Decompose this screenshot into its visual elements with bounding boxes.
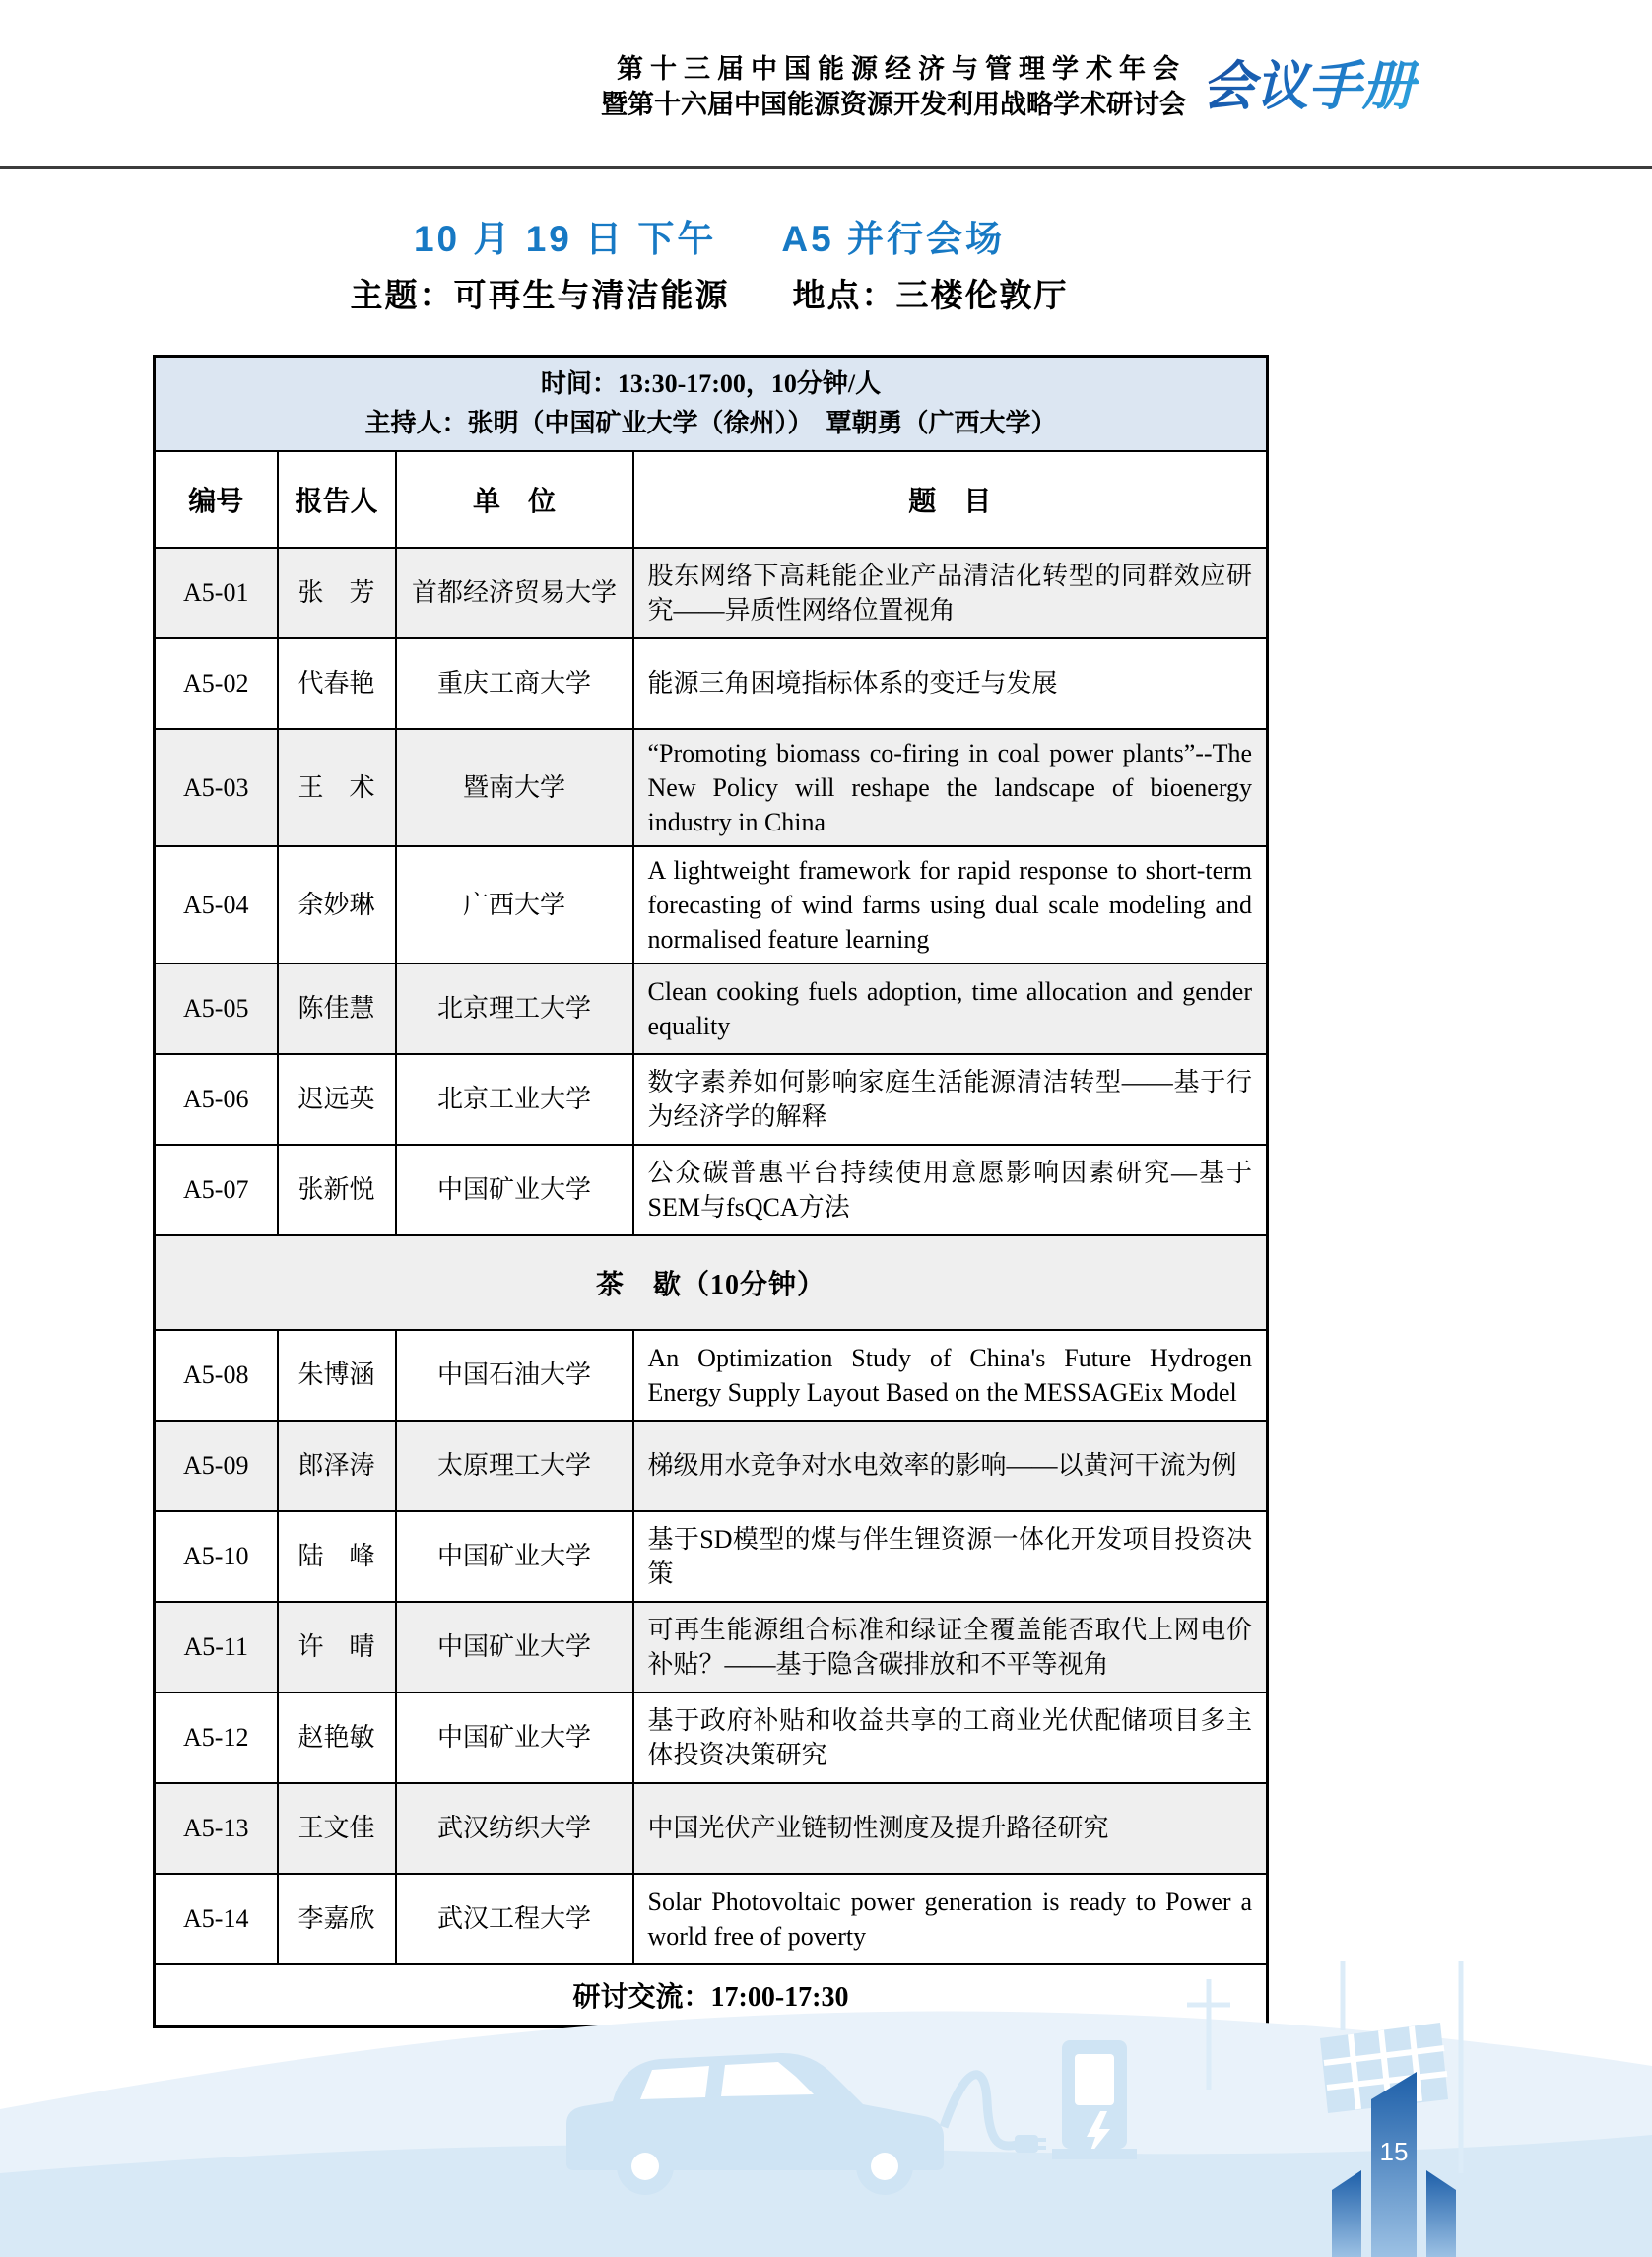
table-row [155, 638, 1268, 729]
talk-id: A5-08 [155, 1330, 278, 1421]
talk-title: 中国光伏产业链韧性测度及提升路径研究 [633, 1783, 1268, 1874]
column-header-affiliation: 单 位 [396, 451, 633, 548]
talk-id: A5-05 [155, 963, 278, 1054]
talk-affiliation: 首都经济贸易大学 [396, 548, 633, 638]
talk-affiliation: 中国矿业大学 [396, 1602, 633, 1693]
talk-id: A5-03 [155, 729, 278, 846]
talk-affiliation: 北京工业大学 [396, 1054, 633, 1145]
talk-affiliation: 太原理工大学 [396, 1421, 633, 1511]
talk-speaker: 代春艳 [278, 638, 396, 729]
talk-speaker: 赵艳敏 [278, 1693, 396, 1783]
host-line: 主持人：张明（中国矿业大学（徐州）） 覃朝勇（广西大学） [364, 408, 1057, 437]
talk-affiliation: 武汉工程大学 [396, 1874, 633, 1964]
talk-title: 能源三角困境指标体系的变迁与发展 [633, 638, 1268, 729]
talk-title: 可再生能源组合标准和绿证全覆盖能否取代上网电价补贴？——基于隐含碳排放和不平等视角 [633, 1602, 1268, 1693]
table-row [155, 1421, 1268, 1511]
talk-speaker: 余妙琳 [278, 846, 396, 963]
talk-id: A5-10 [155, 1511, 278, 1602]
talk-affiliation: 中国石油大学 [396, 1330, 633, 1421]
talk-title: 梯级用水竞争对水电效率的影响——以黄河干流为例 [633, 1421, 1268, 1511]
talk-speaker: 郎泽涛 [278, 1421, 396, 1511]
session-info-row [155, 357, 1268, 451]
tea-break-row [155, 1235, 1268, 1330]
talk-title: 基于SD模型的煤与伴生锂资源一体化开发项目投资决策 [633, 1511, 1268, 1602]
talk-affiliation: 北京理工大学 [396, 963, 633, 1054]
table-row [155, 1783, 1268, 1874]
session-theme: 主题：可再生与清洁能源 [350, 277, 730, 313]
talk-speaker: 王文佳 [278, 1783, 396, 1874]
talk-speaker: 张新悦 [278, 1145, 396, 1235]
talk-id: A5-06 [155, 1054, 278, 1145]
talk-title: 股东网络下高耗能企业产品清洁化转型的同群效应研究——异质性网络位置视角 [633, 548, 1268, 638]
talk-speaker: 许 晴 [278, 1602, 396, 1693]
talk-speaker: 陆 峰 [278, 1511, 396, 1602]
charging-station-icon [1052, 2040, 1137, 2159]
talk-speaker: 李嘉欣 [278, 1874, 396, 1964]
talk-speaker: 迟远英 [278, 1054, 396, 1145]
manual-logo: 会议手册 [1202, 57, 1419, 116]
talk-id: A5-14 [155, 1874, 278, 1964]
header-divider [0, 166, 1652, 169]
talk-affiliation: 中国矿业大学 [396, 1693, 633, 1783]
table-row [155, 1874, 1268, 1964]
time-line: 时间：13:30-17:00，10分钟/人 [540, 368, 882, 398]
talk-speaker: 张 芳 [278, 548, 396, 638]
column-header-title: 题 目 [633, 451, 1268, 548]
table-row [155, 963, 1268, 1054]
talk-id: A5-02 [155, 638, 278, 729]
table-row [155, 1054, 1268, 1145]
talk-id: A5-01 [155, 548, 278, 638]
page-header [0, 51, 1652, 122]
talk-affiliation: 广西大学 [396, 846, 633, 963]
session-subtitle [153, 270, 1266, 316]
talk-affiliation: 武汉纺织大学 [396, 1783, 633, 1874]
talk-affiliation: 中国矿业大学 [396, 1511, 633, 1602]
conference-name-line2: 暨第十六届中国能源资源开发利用战略学术研讨会 [601, 90, 1186, 119]
page-number: 15 [1379, 2137, 1409, 2166]
talk-speaker: 王 术 [278, 729, 396, 846]
talk-title: Solar Photovoltaic power generation is ready to Power a world free of poverty [633, 1874, 1268, 1964]
talk-speaker: 朱博涵 [278, 1330, 396, 1421]
talk-id: A5-04 [155, 846, 278, 963]
footer-artwork [0, 1961, 1652, 2257]
talk-affiliation: 中国矿业大学 [396, 1145, 633, 1235]
talk-id: A5-07 [155, 1145, 278, 1235]
table-row [155, 1145, 1268, 1235]
column-header-id: 编号 [155, 451, 278, 548]
table-row [155, 1511, 1268, 1602]
talk-title: Clean cooking fuels adoption, time allocation and gender equality [633, 963, 1268, 1054]
column-header-row [155, 451, 1268, 548]
session-info-cell [155, 357, 1268, 451]
session-date: 10 月 19 日 下午 [413, 219, 717, 259]
column-header-speaker: 报告人 [278, 451, 396, 548]
table-row [155, 1602, 1268, 1693]
talk-affiliation: 重庆工商大学 [396, 638, 633, 729]
talk-speaker: 陈佳慧 [278, 963, 396, 1054]
talk-affiliation: 暨南大学 [396, 729, 633, 846]
talk-id: A5-11 [155, 1602, 278, 1693]
closing-label: 研讨交流：17:00-17:30 [155, 1964, 1268, 2027]
table-row [155, 1693, 1268, 1783]
talk-title: “Promoting biomass co-firing in coal power plants”--The New Policy will reshape the landscape of bioenergy industry in China [633, 729, 1268, 846]
talk-title: 公众碳普惠平台持续使用意愿影响因素研究—基于SEM与fsQCA方法 [633, 1145, 1268, 1235]
conference-name [601, 51, 1186, 122]
talk-title: 数字素养如何影响家庭生活能源清洁转型——基于行为经济学的解释 [633, 1054, 1268, 1145]
talk-title: A lightweight framework for rapid response to short-term forecasting of wind farms using dual scale modeling and normalised feature learning [633, 846, 1268, 963]
talk-title: An Optimization Study of China's Future Hydrogen Energy Supply Layout Based on the MESSAGEix Model [633, 1330, 1268, 1421]
talk-id: A5-13 [155, 1783, 278, 1874]
session-location: 地点：三楼伦敦厅 [792, 277, 1069, 313]
table-row [155, 1330, 1268, 1421]
talk-id: A5-09 [155, 1421, 278, 1511]
conference-name-line1: 第十三届中国能源经济与管理学术年会 [617, 54, 1186, 84]
table-row [155, 548, 1268, 638]
table-row [155, 729, 1268, 846]
session-title [153, 209, 1266, 262]
talk-title: 基于政府补贴和收益共享的工商业光伏配储项目多主体投资决策研究 [633, 1693, 1268, 1783]
tea-break-label: 茶 歇（10分钟） [155, 1235, 1268, 1330]
session-venue: A5 并行会场 [781, 219, 1005, 259]
table-row [155, 846, 1268, 963]
talk-id: A5-12 [155, 1693, 278, 1783]
schedule-table [153, 355, 1269, 2028]
